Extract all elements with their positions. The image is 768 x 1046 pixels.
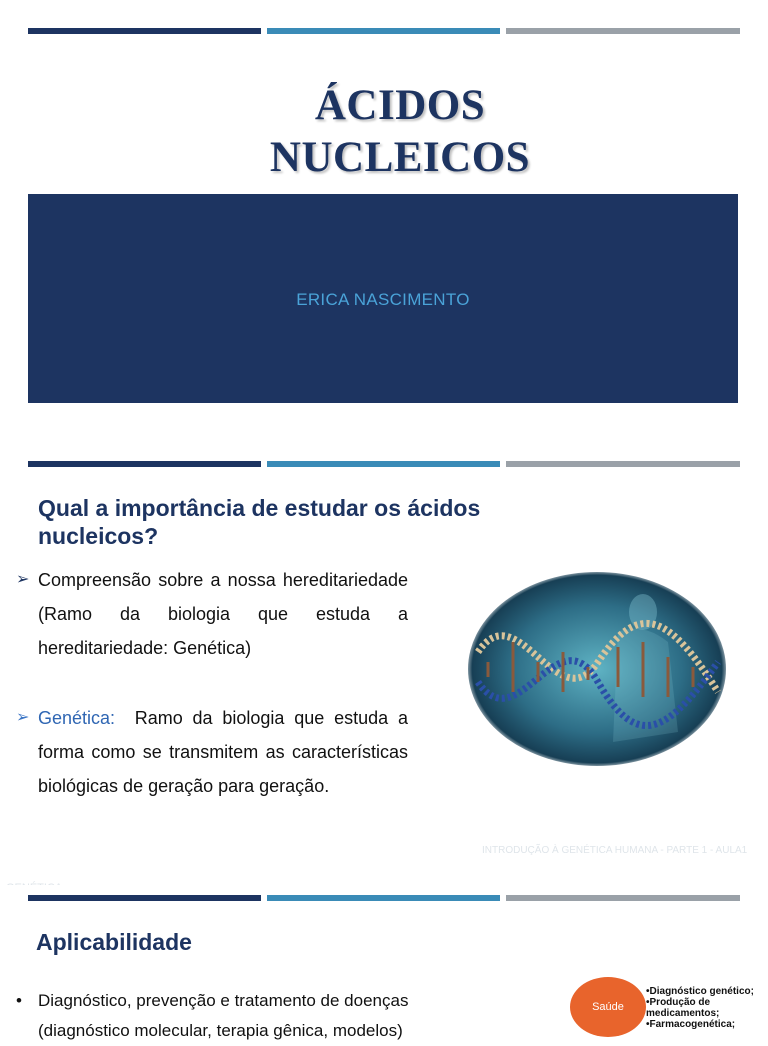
arrow-bullet-icon: ➢ [16,709,30,726]
slide-heading: Qual a importância de estudar os ácidos nucleicos? [38,495,481,549]
diagram-node: Saúde [570,977,646,1037]
author-name: ERICA NASCIMENTO [296,290,470,309]
bullet-text: Diagnóstico, prevenção e tratamento de doenças (diagnóstico molecular, terapia gênica, modelos) [38,991,409,1040]
diagram-item: •Farmacogenética; [646,1019,736,1030]
slide-title [0,80,768,184]
diagram-item-list [646,986,766,1030]
arrow-bullet-icon: ➢ [16,571,30,588]
title-line-1: ÁCIDOS [314,82,486,129]
navy-bar [28,28,261,34]
bullet-text: Ramo da biologia que estuda a forma como se transmitem as características biológicas de geração para geração. [38,708,408,796]
header-bars [28,895,740,901]
header-bars [28,28,740,34]
diagram-item: •Diagnóstico genético; [646,986,754,997]
teal-bar [267,28,500,34]
bullet-item [16,701,408,803]
diagram-item: •Produção de medicamentos; [646,997,720,1019]
bullet-item [16,986,436,1046]
navy-bar [28,461,261,467]
gray-bar [506,28,740,34]
navy-bar [28,895,261,901]
bullet-text: Compreensão sobre a nossa hereditariedade (Ramo da biologia que estuda a hereditariedade: Genética) [38,570,408,658]
teal-bar [267,895,500,901]
subtitle-banner [28,194,738,403]
slide-footer: INTRODUÇÃO À GENÉTICA HUMANA - PARTE 1 - AULA1 [482,845,748,856]
bullet-item [16,563,408,665]
bullet-keyword: Genética: [38,708,116,728]
applicability-slide [0,885,768,1040]
bullet-list [16,563,408,803]
header-bars [28,461,740,467]
teal-bar [267,461,500,467]
title-slide [0,0,768,430]
dna-illustration [468,572,726,766]
gray-bar [506,895,740,901]
slide-heading: Aplicabilidade [36,929,192,955]
gray-bar [506,461,740,467]
title-line-2: NUCLEICOS [269,134,531,181]
bullet-dot-icon: • [16,991,22,1010]
importance-slide [0,430,768,885]
